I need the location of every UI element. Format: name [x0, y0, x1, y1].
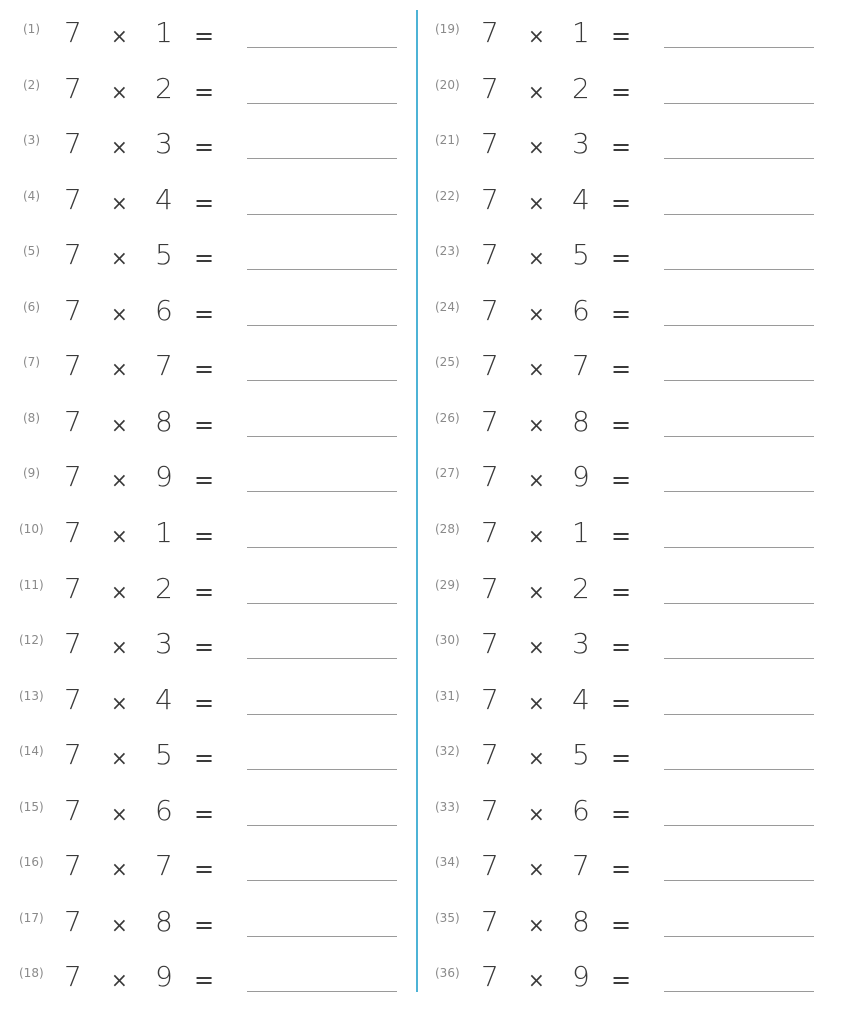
problem-number: (18) — [19, 966, 44, 981]
equals-sign: = — [611, 966, 632, 995]
problem-number: (14) — [19, 744, 44, 759]
times-sign: × — [528, 412, 545, 437]
equals-sign: = — [194, 910, 215, 939]
times-sign: × — [528, 968, 545, 993]
problem-number: (26) — [435, 410, 460, 425]
times-sign: × — [528, 301, 545, 326]
multiplier: 2 — [155, 571, 173, 605]
answer-line[interactable] — [664, 714, 814, 715]
equals-sign: = — [194, 688, 215, 717]
times-sign: × — [528, 468, 545, 493]
problem-number: (16) — [19, 855, 44, 870]
problem-row — [0, 14, 420, 70]
multiplicand: 7 — [481, 349, 499, 383]
problem-row — [417, 514, 837, 570]
equals-sign: = — [194, 133, 215, 162]
multiplier: 3 — [155, 627, 173, 661]
times-sign: × — [528, 912, 545, 937]
problem-row — [0, 458, 420, 514]
times-sign: × — [111, 912, 128, 937]
multiplier: 6 — [572, 793, 590, 827]
equals-sign: = — [194, 244, 215, 273]
multiplicand: 7 — [481, 182, 499, 216]
equals-sign: = — [611, 299, 632, 328]
multiplicand: 7 — [481, 127, 499, 161]
equals-sign: = — [611, 355, 632, 384]
problem-row — [0, 903, 420, 959]
times-sign: × — [111, 468, 128, 493]
answer-line[interactable] — [664, 47, 814, 48]
multiplier: 4 — [572, 682, 590, 716]
answer-line[interactable] — [247, 547, 397, 548]
problem-number: (29) — [435, 577, 460, 592]
multiplicand: 7 — [64, 904, 82, 938]
multiplicand: 7 — [481, 960, 499, 994]
equals-sign: = — [194, 299, 215, 328]
multiplier: 8 — [572, 904, 590, 938]
multiplier: 2 — [572, 71, 590, 105]
multiplicand: 7 — [64, 293, 82, 327]
problem-row — [417, 792, 837, 848]
equals-sign: = — [194, 799, 215, 828]
problem-row — [417, 736, 837, 792]
problem-number: (10) — [19, 521, 44, 536]
equals-sign: = — [611, 633, 632, 662]
multiplicand: 7 — [481, 238, 499, 272]
multiplier: 7 — [572, 349, 590, 383]
right-column — [417, 0, 837, 1001]
equals-sign: = — [611, 22, 632, 50]
multiplicand: 7 — [481, 904, 499, 938]
times-sign: × — [528, 690, 545, 715]
equals-sign: = — [194, 466, 215, 495]
equals-sign: = — [194, 355, 215, 384]
times-sign: × — [528, 857, 545, 882]
multiplier: 5 — [572, 738, 590, 772]
multiplier: 3 — [155, 127, 173, 161]
answer-line[interactable] — [664, 991, 814, 992]
multiplicand: 7 — [64, 627, 82, 661]
problem-number: (19) — [435, 22, 460, 36]
problem-number: (17) — [19, 910, 44, 925]
equals-sign: = — [611, 577, 632, 606]
multiplicand: 7 — [481, 293, 499, 327]
multiplicand: 7 — [64, 515, 82, 549]
problem-row — [417, 847, 837, 903]
answer-line[interactable] — [664, 491, 814, 492]
times-sign: × — [528, 579, 545, 604]
equals-sign: = — [611, 744, 632, 773]
multiplicand: 7 — [64, 849, 82, 883]
equals-sign: = — [611, 133, 632, 162]
multiplier: 8 — [155, 404, 173, 438]
answer-line[interactable] — [247, 325, 397, 326]
problem-row — [417, 903, 837, 959]
times-sign: × — [528, 135, 545, 160]
answer-line[interactable] — [247, 158, 397, 159]
answer-line[interactable] — [247, 47, 397, 48]
times-sign: × — [528, 246, 545, 271]
problem-number: (4) — [23, 188, 40, 203]
times-sign: × — [111, 857, 128, 882]
answer-line[interactable] — [247, 269, 397, 270]
answer-line[interactable] — [664, 603, 814, 604]
problem-number: (22) — [435, 188, 460, 203]
problem-number: (20) — [435, 77, 460, 92]
multiplier: 9 — [155, 960, 173, 994]
multiplicand: 7 — [481, 71, 499, 105]
answer-line[interactable] — [664, 436, 814, 437]
multiplicand: 7 — [64, 404, 82, 438]
problem-number: (31) — [435, 688, 460, 703]
problem-row — [417, 347, 837, 403]
equals-sign: = — [611, 910, 632, 939]
problem-row — [417, 458, 837, 514]
multiplicand: 7 — [64, 238, 82, 272]
multiplicand: 7 — [64, 460, 82, 494]
problem-row — [417, 236, 837, 292]
answer-line[interactable] — [247, 714, 397, 715]
answer-line[interactable] — [247, 436, 397, 437]
times-sign: × — [111, 135, 128, 160]
times-sign: × — [528, 523, 545, 548]
times-sign: × — [111, 190, 128, 215]
multiplier: 6 — [155, 793, 173, 827]
problem-number: (27) — [435, 466, 460, 481]
problem-number: (12) — [19, 633, 44, 648]
answer-line[interactable] — [664, 325, 814, 326]
problem-row — [0, 958, 420, 1014]
problem-number: (6) — [23, 299, 40, 314]
times-sign: × — [111, 24, 128, 48]
multiplier: 3 — [572, 127, 590, 161]
equals-sign: = — [611, 855, 632, 884]
multiplicand: 7 — [64, 182, 82, 216]
times-sign: × — [111, 246, 128, 271]
times-sign: × — [528, 746, 545, 771]
multiplier: 9 — [155, 460, 173, 494]
problem-number: (33) — [435, 799, 460, 814]
multiplier: 4 — [572, 182, 590, 216]
multiplier: 4 — [155, 682, 173, 716]
left-column — [0, 0, 420, 1001]
multiplier: 3 — [572, 627, 590, 661]
equals-sign: = — [611, 688, 632, 717]
answer-line[interactable] — [664, 269, 814, 270]
answer-line[interactable] — [664, 880, 814, 881]
problem-number: (15) — [19, 799, 44, 814]
problem-row — [0, 736, 420, 792]
problem-row — [417, 958, 837, 1014]
problem-number: (9) — [23, 466, 40, 481]
problem-row — [0, 570, 420, 626]
multiplicand: 7 — [481, 682, 499, 716]
answer-line[interactable] — [664, 103, 814, 104]
problem-number: (3) — [23, 133, 40, 148]
multiplier: 6 — [572, 293, 590, 327]
answer-line[interactable] — [247, 880, 397, 881]
answer-line[interactable] — [247, 658, 397, 659]
problem-row — [0, 347, 420, 403]
multiplier: 7 — [572, 849, 590, 883]
equals-sign: = — [194, 521, 215, 550]
problem-row — [0, 514, 420, 570]
problem-number: (7) — [23, 355, 40, 370]
multiplicand: 7 — [481, 738, 499, 772]
problem-row — [0, 847, 420, 903]
answer-line[interactable] — [664, 158, 814, 159]
times-sign: × — [111, 357, 128, 382]
multiplier: 5 — [155, 738, 173, 772]
problem-number: (34) — [435, 855, 460, 870]
multiplicand: 7 — [64, 960, 82, 994]
multiplier: 9 — [572, 960, 590, 994]
equals-sign: = — [194, 855, 215, 884]
multiplicand: 7 — [481, 627, 499, 661]
multiplicand: 7 — [481, 16, 499, 49]
problem-row — [0, 792, 420, 848]
problem-row — [0, 125, 420, 181]
equals-sign: = — [194, 633, 215, 662]
problem-number: (35) — [435, 910, 460, 925]
multiplier: 2 — [572, 571, 590, 605]
answer-line[interactable] — [247, 214, 397, 215]
problem-row — [0, 181, 420, 237]
multiplier: 6 — [155, 293, 173, 327]
problem-row — [417, 70, 837, 126]
problem-number: (30) — [435, 633, 460, 648]
answer-line[interactable] — [247, 491, 397, 492]
equals-sign: = — [611, 244, 632, 273]
problem-number: (8) — [23, 410, 40, 425]
multiplicand: 7 — [481, 515, 499, 549]
multiplicand: 7 — [481, 571, 499, 605]
times-sign: × — [528, 357, 545, 382]
multiplicand: 7 — [481, 793, 499, 827]
problem-row — [0, 681, 420, 737]
multiplicand: 7 — [64, 793, 82, 827]
answer-line[interactable] — [247, 603, 397, 604]
times-sign: × — [528, 79, 545, 104]
multiplier: 7 — [155, 349, 173, 383]
multiplier: 8 — [155, 904, 173, 938]
times-sign: × — [111, 523, 128, 548]
answer-line[interactable] — [664, 825, 814, 826]
times-sign: × — [111, 801, 128, 826]
times-sign: × — [111, 79, 128, 104]
problem-row — [417, 125, 837, 181]
times-sign: × — [528, 801, 545, 826]
multiplicand: 7 — [64, 682, 82, 716]
answer-line[interactable] — [664, 936, 814, 937]
problem-row — [417, 14, 837, 70]
equals-sign: = — [194, 410, 215, 439]
multiplier: 1 — [155, 16, 173, 49]
multiplier: 5 — [572, 238, 590, 272]
multiplier: 7 — [155, 849, 173, 883]
times-sign: × — [111, 412, 128, 437]
problem-row — [0, 625, 420, 681]
multiplicand: 7 — [481, 849, 499, 883]
answer-line[interactable] — [664, 547, 814, 548]
problem-number: (21) — [435, 133, 460, 148]
multiplicand: 7 — [64, 738, 82, 772]
multiplicand: 7 — [64, 349, 82, 383]
multiplicand: 7 — [64, 127, 82, 161]
multiplier: 4 — [155, 182, 173, 216]
times-sign: × — [111, 301, 128, 326]
problem-row — [0, 403, 420, 459]
equals-sign: = — [611, 77, 632, 106]
problem-number: (25) — [435, 355, 460, 370]
answer-line[interactable] — [247, 103, 397, 104]
times-sign: × — [111, 690, 128, 715]
problem-number: (5) — [23, 244, 40, 259]
problem-row — [0, 292, 420, 348]
multiplier: 1 — [155, 515, 173, 549]
problem-number: (24) — [435, 299, 460, 314]
problem-row — [417, 403, 837, 459]
equals-sign: = — [611, 521, 632, 550]
multiplicand: 7 — [481, 460, 499, 494]
multiplier: 9 — [572, 460, 590, 494]
problem-number: (23) — [435, 244, 460, 259]
problem-row — [0, 236, 420, 292]
answer-line[interactable] — [664, 658, 814, 659]
problem-number: (11) — [19, 577, 44, 592]
multiplicand: 7 — [64, 16, 82, 49]
equals-sign: = — [194, 744, 215, 773]
multiplicand: 7 — [481, 404, 499, 438]
answer-line[interactable] — [664, 214, 814, 215]
problem-number: (2) — [23, 77, 40, 92]
multiplier: 2 — [155, 71, 173, 105]
answer-line[interactable] — [664, 380, 814, 381]
multiplier: 1 — [572, 515, 590, 549]
answer-line[interactable] — [664, 769, 814, 770]
times-sign: × — [111, 968, 128, 993]
problem-row — [417, 292, 837, 348]
times-sign: × — [528, 635, 545, 660]
answer-line[interactable] — [247, 769, 397, 770]
answer-line[interactable] — [247, 936, 397, 937]
equals-sign: = — [611, 410, 632, 439]
equals-sign: = — [194, 22, 215, 50]
problem-row — [417, 625, 837, 681]
multiplier: 1 — [572, 16, 590, 49]
problem-row — [417, 681, 837, 737]
times-sign: × — [111, 579, 128, 604]
problem-row — [0, 70, 420, 126]
equals-sign: = — [611, 466, 632, 495]
answer-line[interactable] — [247, 825, 397, 826]
equals-sign: = — [194, 77, 215, 106]
times-sign: × — [528, 24, 545, 48]
problem-row — [417, 570, 837, 626]
problem-row — [417, 181, 837, 237]
answer-line[interactable] — [247, 991, 397, 992]
problem-number: (13) — [19, 688, 44, 703]
multiplier: 8 — [572, 404, 590, 438]
equals-sign: = — [194, 966, 215, 995]
problem-number: (36) — [435, 966, 460, 981]
problem-number: (1) — [23, 22, 40, 36]
times-sign: × — [111, 746, 128, 771]
times-sign: × — [528, 190, 545, 215]
answer-line[interactable] — [247, 380, 397, 381]
problem-number: (28) — [435, 521, 460, 536]
equals-sign: = — [194, 188, 215, 217]
multiplicand: 7 — [64, 71, 82, 105]
multiplier: 5 — [155, 238, 173, 272]
equals-sign: = — [611, 188, 632, 217]
multiplicand: 7 — [64, 571, 82, 605]
equals-sign: = — [611, 799, 632, 828]
times-sign: × — [111, 635, 128, 660]
equals-sign: = — [194, 577, 215, 606]
problem-number: (32) — [435, 744, 460, 759]
